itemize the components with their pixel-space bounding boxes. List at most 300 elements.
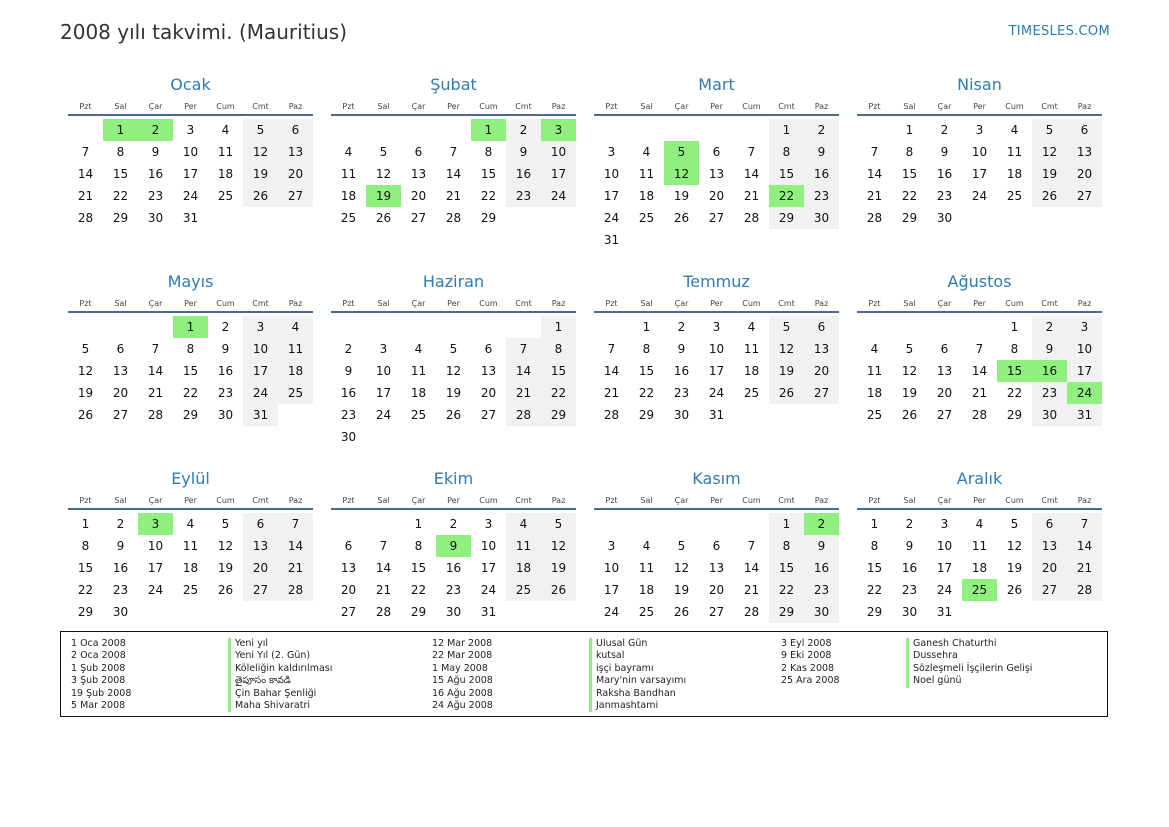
weekday-label: Paz [551, 102, 566, 111]
month-title: Kasım [692, 469, 741, 488]
day-cell: 1 [541, 316, 576, 338]
weekday-header [594, 494, 839, 510]
day-cell: 28 [1067, 579, 1102, 601]
day-cell: 20 [804, 360, 839, 382]
holiday-day-cell: 19 [366, 185, 401, 207]
day-cell: 30 [147, 211, 164, 225]
day-cell: 20 [1032, 557, 1067, 579]
day-cell: 28 [743, 605, 760, 619]
weekday-label: Çar [674, 496, 689, 505]
day-cell: 18 [866, 386, 883, 400]
day-cell: 12 [445, 364, 462, 378]
day-cell: 25 [866, 408, 883, 422]
day-grid [857, 316, 1102, 426]
day-cell: 11 [638, 561, 655, 575]
day-cell: 5 [769, 316, 804, 338]
month-calendar [594, 271, 839, 468]
legend-date: 24 Ağu 2008 [432, 700, 493, 712]
day-cell: 9 [344, 364, 353, 378]
day-cell: 14 [971, 364, 988, 378]
weekday-label: Çar [148, 299, 163, 308]
day-cell: 10 [147, 539, 164, 553]
day-cell: 4 [344, 145, 353, 159]
day-cell: 30 [804, 207, 839, 229]
weekday-header [68, 494, 313, 510]
empty-cell [927, 316, 962, 338]
day-cell: 9 [940, 145, 949, 159]
empty-cell [436, 119, 471, 141]
weekday-label: Paz [288, 102, 303, 111]
legend-holiday-name: Maha Shivaratri [228, 700, 332, 712]
weekday-label: Cum [479, 299, 498, 308]
day-cell: 18 [743, 364, 760, 378]
day-cell: 29 [112, 211, 129, 225]
page-title: 2008 yılı takvimi. (Mauritius) [60, 20, 348, 44]
day-cell: 2 [804, 119, 839, 141]
weekday-label: Pzt [868, 299, 881, 308]
weekday-label: Paz [814, 496, 829, 505]
day-cell: 1 [905, 123, 914, 137]
legend-date: 3 Eyl 2008 [781, 638, 832, 649]
weekday-label: Per [710, 299, 723, 308]
weekday-label: Cmt [778, 496, 795, 505]
day-cell: 11 [866, 364, 883, 378]
day-cell: 10 [603, 561, 620, 575]
weekday-label: Cmt [1041, 102, 1058, 111]
day-cell: 7 [379, 539, 388, 553]
weekday-label: Paz [1077, 496, 1092, 505]
brand-link[interactable]: TIMESLES.COM [1008, 24, 1110, 39]
day-cell: 25 [217, 189, 234, 203]
day-cell: 16 [217, 364, 234, 378]
day-cell: 19 [673, 189, 690, 203]
day-cell: 24 [182, 189, 199, 203]
day-cell: 13 [112, 364, 129, 378]
weekday-label: Çar [937, 496, 952, 505]
day-cell: 18 [182, 561, 199, 575]
day-cell: 9 [116, 539, 125, 553]
day-cell: 29 [410, 605, 427, 619]
day-cell: 27 [278, 185, 313, 207]
day-cell: 23 [340, 408, 357, 422]
day-cell: 25 [638, 211, 655, 225]
weekday-header [857, 297, 1102, 313]
empty-cell [331, 316, 366, 338]
day-cell: 30 [804, 601, 839, 623]
empty-cell [366, 119, 401, 141]
day-cell: 30 [112, 605, 129, 619]
day-cell: 21 [603, 386, 620, 400]
day-cell: 25 [638, 605, 655, 619]
day-cell: 16 [901, 561, 918, 575]
day-cell: 31 [182, 211, 199, 225]
day-cell: 4 [1010, 123, 1019, 137]
weekday-label: Cmt [515, 102, 532, 111]
day-cell: 26 [769, 382, 804, 404]
day-cell: 14 [506, 360, 541, 382]
day-cell: 8 [870, 539, 879, 553]
day-cell: 9 [506, 141, 541, 163]
day-cell: 9 [804, 141, 839, 163]
weekday-label: Çar [937, 102, 952, 111]
month-title: Aralık [956, 469, 1003, 488]
legend-date: 22 Mar 2008 [432, 650, 493, 662]
day-cell: 6 [804, 316, 839, 338]
day-cell: 3 [186, 123, 195, 137]
day-cell: 13 [1067, 141, 1102, 163]
weekday-header [331, 100, 576, 116]
legend-holiday-name: Noel günü [906, 675, 1032, 687]
day-cell: 13 [278, 141, 313, 163]
day-cell: 12 [541, 535, 576, 557]
month-title: Ekim [433, 469, 474, 488]
day-cell: 19 [769, 360, 804, 382]
empty-cell [699, 513, 734, 535]
day-cell: 16 [936, 167, 953, 181]
legend-date: 19 Şub 2008 [71, 687, 132, 699]
day-cell: 17 [147, 561, 164, 575]
day-cell: 13 [340, 561, 357, 575]
day-cell: 25 [278, 382, 313, 404]
day-cell: 18 [638, 189, 655, 203]
weekday-label: Cmt [778, 102, 795, 111]
day-cell: 15 [410, 561, 427, 575]
day-cell: 22 [1006, 386, 1023, 400]
legend-date: 16 Ağu 2008 [432, 687, 493, 699]
day-cell: 6 [484, 342, 493, 356]
day-cell: 27 [112, 408, 129, 422]
day-cell: 11 [506, 535, 541, 557]
day-cell: 23 [804, 185, 839, 207]
day-cell: 27 [804, 382, 839, 404]
day-cell: 28 [506, 404, 541, 426]
day-cell: 6 [414, 145, 423, 159]
day-cell: 29 [480, 211, 497, 225]
month-calendar [857, 74, 1102, 271]
day-cell: 17 [1067, 360, 1102, 382]
day-cell: 9 [804, 535, 839, 557]
day-cell: 14 [866, 167, 883, 181]
day-cell: 23 [217, 386, 234, 400]
day-cell: 26 [673, 211, 690, 225]
day-cell: 22 [182, 386, 199, 400]
day-cell: 2 [506, 119, 541, 141]
day-cell: 20 [112, 386, 129, 400]
legend-names-col-2 [589, 638, 686, 712]
day-cell: 7 [747, 145, 756, 159]
weekday-label: Paz [814, 102, 829, 111]
weekday-label: Cmt [1041, 299, 1058, 308]
day-grid [594, 513, 839, 623]
month-calendar [857, 271, 1102, 468]
day-cell: 19 [1032, 163, 1067, 185]
day-cell: 28 [77, 211, 94, 225]
weekday-label: Paz [551, 496, 566, 505]
weekday-label: Sal [377, 496, 390, 505]
day-cell: 9 [677, 342, 686, 356]
day-cell: 30 [901, 605, 918, 619]
day-cell: 16 [445, 561, 462, 575]
day-cell: 21 [147, 386, 164, 400]
weekday-header [594, 297, 839, 313]
weekday-label: Cmt [515, 496, 532, 505]
day-cell: 28 [278, 579, 313, 601]
day-cell: 22 [866, 583, 883, 597]
day-cell: 23 [445, 583, 462, 597]
day-cell: 23 [673, 386, 690, 400]
empty-cell [401, 316, 436, 338]
day-cell: 28 [603, 408, 620, 422]
day-cell: 20 [243, 557, 278, 579]
day-cell: 25 [340, 211, 357, 225]
weekday-label: Paz [288, 299, 303, 308]
day-cell: 26 [901, 408, 918, 422]
day-cell: 30 [217, 408, 234, 422]
day-cell: 27 [1067, 185, 1102, 207]
weekday-label: Per [973, 299, 986, 308]
day-cell: 4 [186, 517, 195, 531]
weekday-label: Sal [114, 102, 127, 111]
day-cell: 2 [449, 517, 458, 531]
day-cell: 22 [638, 386, 655, 400]
day-cell: 6 [1067, 119, 1102, 141]
day-cell: 10 [480, 539, 497, 553]
day-cell: 13 [708, 561, 725, 575]
weekday-label: Sal [377, 299, 390, 308]
day-cell: 10 [182, 145, 199, 159]
day-cell: 9 [221, 342, 230, 356]
day-cell: 28 [147, 408, 164, 422]
day-cell: 21 [375, 583, 392, 597]
day-cell: 3 [607, 539, 616, 553]
day-grid [68, 513, 313, 623]
day-cell: 13 [480, 364, 497, 378]
day-cell: 14 [743, 561, 760, 575]
day-grid [331, 316, 576, 448]
day-cell: 8 [81, 539, 90, 553]
day-cell: 31 [1067, 404, 1102, 426]
day-cell: 17 [971, 167, 988, 181]
holiday-day-cell: 16 [1032, 360, 1067, 382]
legend-date: 1 Oca 2008 [71, 638, 126, 649]
empty-cell [68, 316, 103, 338]
weekday-label: Cum [216, 496, 235, 505]
day-cell: 17 [936, 561, 953, 575]
empty-cell [103, 316, 138, 338]
day-cell: 21 [866, 189, 883, 203]
day-cell: 24 [480, 583, 497, 597]
holiday-day-cell: 1 [173, 316, 208, 338]
legend-holiday-name: Çin Bahar Şenliği [228, 688, 332, 700]
day-cell: 19 [217, 561, 234, 575]
day-cell: 23 [1032, 382, 1067, 404]
day-cell: 27 [340, 605, 357, 619]
holiday-day-cell: 25 [962, 579, 997, 601]
day-cell: 28 [743, 211, 760, 225]
legend-date: 9 Eki 2008 [781, 650, 832, 662]
day-cell: 15 [769, 163, 804, 185]
legend-holiday-name: తైపూసం కావడి [228, 675, 332, 687]
day-cell: 23 [804, 579, 839, 601]
day-cell: 26 [673, 605, 690, 619]
day-cell: 6 [1032, 513, 1067, 535]
empty-cell [331, 119, 366, 141]
day-cell: 5 [1010, 517, 1019, 531]
legend-holiday-name: Ganesh Chaturthi [906, 638, 1032, 650]
day-cell: 21 [278, 557, 313, 579]
day-cell: 5 [81, 342, 90, 356]
day-cell: 18 [410, 386, 427, 400]
weekday-label: Per [447, 102, 460, 111]
day-cell: 23 [147, 189, 164, 203]
day-cell: 8 [769, 535, 804, 557]
day-cell: 12 [769, 338, 804, 360]
weekday-label: Cum [742, 496, 761, 505]
day-cell: 16 [112, 561, 129, 575]
day-cell: 10 [971, 145, 988, 159]
day-cell: 18 [506, 557, 541, 579]
weekday-label: Per [973, 102, 986, 111]
holiday-day-cell: 3 [138, 513, 173, 535]
day-cell: 6 [116, 342, 125, 356]
day-cell: 11 [278, 338, 313, 360]
empty-cell [138, 316, 173, 338]
day-cell: 13 [410, 167, 427, 181]
month-title: Temmuz [683, 272, 750, 291]
day-cell: 6 [243, 513, 278, 535]
day-cell: 19 [901, 386, 918, 400]
legend-holiday-name: Sözleşmeli İşçilerin Gelişi [906, 663, 1032, 675]
legend-date: 2 Oca 2008 [71, 650, 126, 662]
month-calendar [68, 74, 313, 271]
day-cell: 9 [1032, 338, 1067, 360]
weekday-label: Cum [1005, 102, 1024, 111]
holiday-day-cell: 22 [769, 185, 804, 207]
month-calendar [331, 74, 576, 271]
day-cell: 15 [866, 561, 883, 575]
empty-cell [331, 513, 366, 535]
day-cell: 3 [712, 320, 721, 334]
empty-cell [699, 119, 734, 141]
day-cell: 6 [344, 539, 353, 553]
day-cell: 3 [607, 145, 616, 159]
day-cell: 24 [541, 185, 576, 207]
day-cell: 28 [971, 408, 988, 422]
empty-cell [594, 513, 629, 535]
day-cell: 15 [541, 360, 576, 382]
day-cell: 7 [870, 145, 879, 159]
weekday-header [331, 494, 576, 510]
day-cell: 27 [480, 408, 497, 422]
holiday-day-cell: 1 [471, 119, 506, 141]
day-cell: 18 [638, 583, 655, 597]
day-cell: 17 [603, 189, 620, 203]
month-calendar [594, 74, 839, 271]
legend-holiday-name: Yeni Yıl (2. Gün) [228, 650, 332, 662]
day-cell: 31 [243, 404, 278, 426]
weekday-label: Sal [114, 496, 127, 505]
day-cell: 17 [480, 561, 497, 575]
day-cell: 1 [769, 119, 804, 141]
day-cell: 11 [638, 167, 655, 181]
day-cell: 15 [769, 557, 804, 579]
day-cell: 17 [375, 386, 392, 400]
day-cell: 8 [905, 145, 914, 159]
day-cell: 29 [541, 404, 576, 426]
day-cell: 9 [905, 539, 914, 553]
holiday-day-cell: 5 [664, 141, 699, 163]
day-cell: 14 [445, 167, 462, 181]
weekday-label: Paz [1077, 299, 1092, 308]
day-cell: 27 [936, 408, 953, 422]
day-cell: 23 [506, 185, 541, 207]
day-cell: 4 [747, 320, 756, 334]
day-cell: 8 [116, 145, 125, 159]
day-cell: 1 [414, 517, 423, 531]
month-title: Eylül [171, 469, 210, 488]
day-cell: 1 [81, 517, 90, 531]
day-cell: 28 [445, 211, 462, 225]
weekday-label: Paz [551, 299, 566, 308]
day-cell: 29 [769, 601, 804, 623]
weekday-label: Sal [377, 102, 390, 111]
day-cell: 3 [484, 517, 493, 531]
day-cell: 20 [410, 189, 427, 203]
day-cell: 24 [243, 382, 278, 404]
month-title: Mart [698, 75, 735, 94]
legend-names-col-1 [228, 638, 332, 712]
calendar-grid [68, 74, 1102, 665]
weekday-label: Çar [411, 102, 426, 111]
day-cell: 23 [936, 189, 953, 203]
legend-dates-col-2 [432, 638, 493, 712]
day-cell: 13 [708, 167, 725, 181]
weekday-label: Sal [903, 102, 916, 111]
day-cell: 7 [151, 342, 160, 356]
day-grid [68, 316, 313, 426]
weekday-label: Cum [1005, 496, 1024, 505]
day-cell: 15 [638, 364, 655, 378]
day-cell: 1 [769, 513, 804, 535]
day-cell: 13 [1032, 535, 1067, 557]
month-calendar [68, 271, 313, 468]
weekday-header [594, 100, 839, 116]
empty-cell [857, 316, 892, 338]
holiday-day-cell: 1 [103, 119, 138, 141]
empty-cell [68, 119, 103, 141]
day-cell: 11 [340, 167, 357, 181]
day-cell: 4 [414, 342, 423, 356]
weekday-label: Cum [216, 299, 235, 308]
day-cell: 23 [112, 583, 129, 597]
weekday-label: Sal [640, 299, 653, 308]
day-cell: 4 [642, 539, 651, 553]
holiday-day-cell: 2 [138, 119, 173, 141]
day-cell: 21 [77, 189, 94, 203]
day-cell: 26 [375, 211, 392, 225]
day-cell: 22 [769, 579, 804, 601]
day-cell: 26 [217, 583, 234, 597]
day-cell: 18 [340, 189, 357, 203]
weekday-label: Sal [903, 496, 916, 505]
legend-holiday-name: Mary'nin varsayımı [589, 675, 686, 687]
weekday-label: Cum [479, 102, 498, 111]
day-cell: 29 [901, 211, 918, 225]
day-cell: 10 [243, 338, 278, 360]
day-cell: 1 [870, 517, 879, 531]
month-title: Haziran [422, 272, 485, 291]
day-cell: 17 [541, 163, 576, 185]
